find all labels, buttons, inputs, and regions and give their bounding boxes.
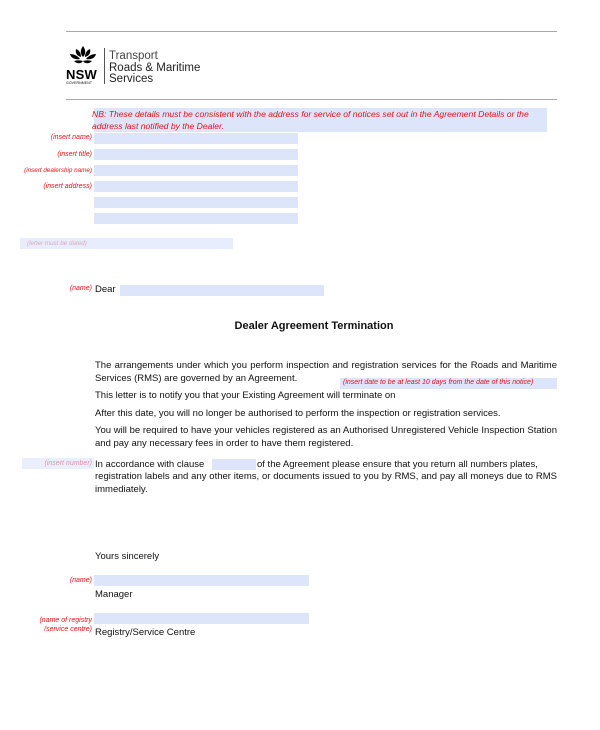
hint-dear-name: (name) xyxy=(69,285,92,292)
department-name xyxy=(109,51,200,86)
recipient-name-field[interactable] xyxy=(94,133,298,144)
dear-name-field[interactable] xyxy=(120,285,324,296)
address-notice: NB: These details must be consistent with the address for service of notices set out in the Agreement Details or the address last notified by the Dealer. xyxy=(92,109,529,131)
logo-subtitle: GOVERNMENT xyxy=(66,81,93,85)
dept-line-3: Services xyxy=(109,73,154,85)
hint-insert-name: (insert name) xyxy=(50,134,92,141)
paragraph-arrangements: The arrangements under which you perform inspection and registration services for the Roads and Maritime Services (RMS) are governed by an Agreement. xyxy=(95,360,557,384)
paragraph-clause-rest: of the Agreement please ensure that you return all numbers plates, xyxy=(257,459,538,470)
signer-name-field[interactable] xyxy=(94,575,309,586)
top-divider xyxy=(66,31,557,32)
hint-registry-line-1: (name of registry xyxy=(39,617,92,624)
number-field-bg xyxy=(22,458,94,469)
letter-title: Dealer Agreement Termination xyxy=(234,320,394,332)
paragraph-clause-continued: registration labels and any other items, or documents issued to you by RMS, and pay all moneys due to RMS immediately. xyxy=(95,471,557,495)
closing: Yours sincerely xyxy=(95,551,160,562)
header-divider xyxy=(66,99,557,100)
hint-insert-dealership: (insert dealership name) xyxy=(24,167,92,174)
paragraph-no-longer-authorised: After this date, you will no longer be authorised to perform the inspection or registration services. xyxy=(95,408,501,419)
hint-termination-date: (insert date to be at least 10 days from the date of this notice) xyxy=(343,379,534,386)
hint-registry-line-2: /service centre) xyxy=(44,626,92,633)
recipient-title-field[interactable] xyxy=(94,149,298,160)
letter-date-field[interactable] xyxy=(20,238,233,249)
address-line-2-field[interactable] xyxy=(94,197,298,208)
signer-title: Manager xyxy=(95,589,133,600)
office-name: Registry/Service Centre xyxy=(95,627,196,638)
logo-divider xyxy=(104,48,105,84)
paragraph-registration-required: You will be required to have your vehicles registered as an Authorised Unregistered Vehicle Inspection Station and pay any necessary fees in order to have them registered. xyxy=(95,425,557,449)
dept-line-2: Roads & Maritime xyxy=(109,61,201,74)
address-line-3-field[interactable] xyxy=(94,213,298,224)
dealership-name-field[interactable] xyxy=(94,165,298,176)
hint-insert-title: (insert title) xyxy=(57,151,92,158)
paragraph-clause-start: In accordance with clause xyxy=(95,459,205,470)
logo-wordmark: NSW xyxy=(66,67,97,82)
salutation: Dear xyxy=(95,284,116,295)
paragraph-termination: This letter is to notify you that your Existing Agreement will terminate on xyxy=(95,390,396,401)
clause-number-field[interactable] xyxy=(212,459,256,470)
hint-insert-address: (insert address) xyxy=(43,183,92,190)
hint-signer-name: (name) xyxy=(69,577,92,584)
waratah-icon xyxy=(66,44,100,68)
registry-name-field[interactable] xyxy=(94,613,309,624)
address-line-1-field[interactable] xyxy=(94,181,298,192)
dept-line-1: Transport xyxy=(109,50,158,62)
